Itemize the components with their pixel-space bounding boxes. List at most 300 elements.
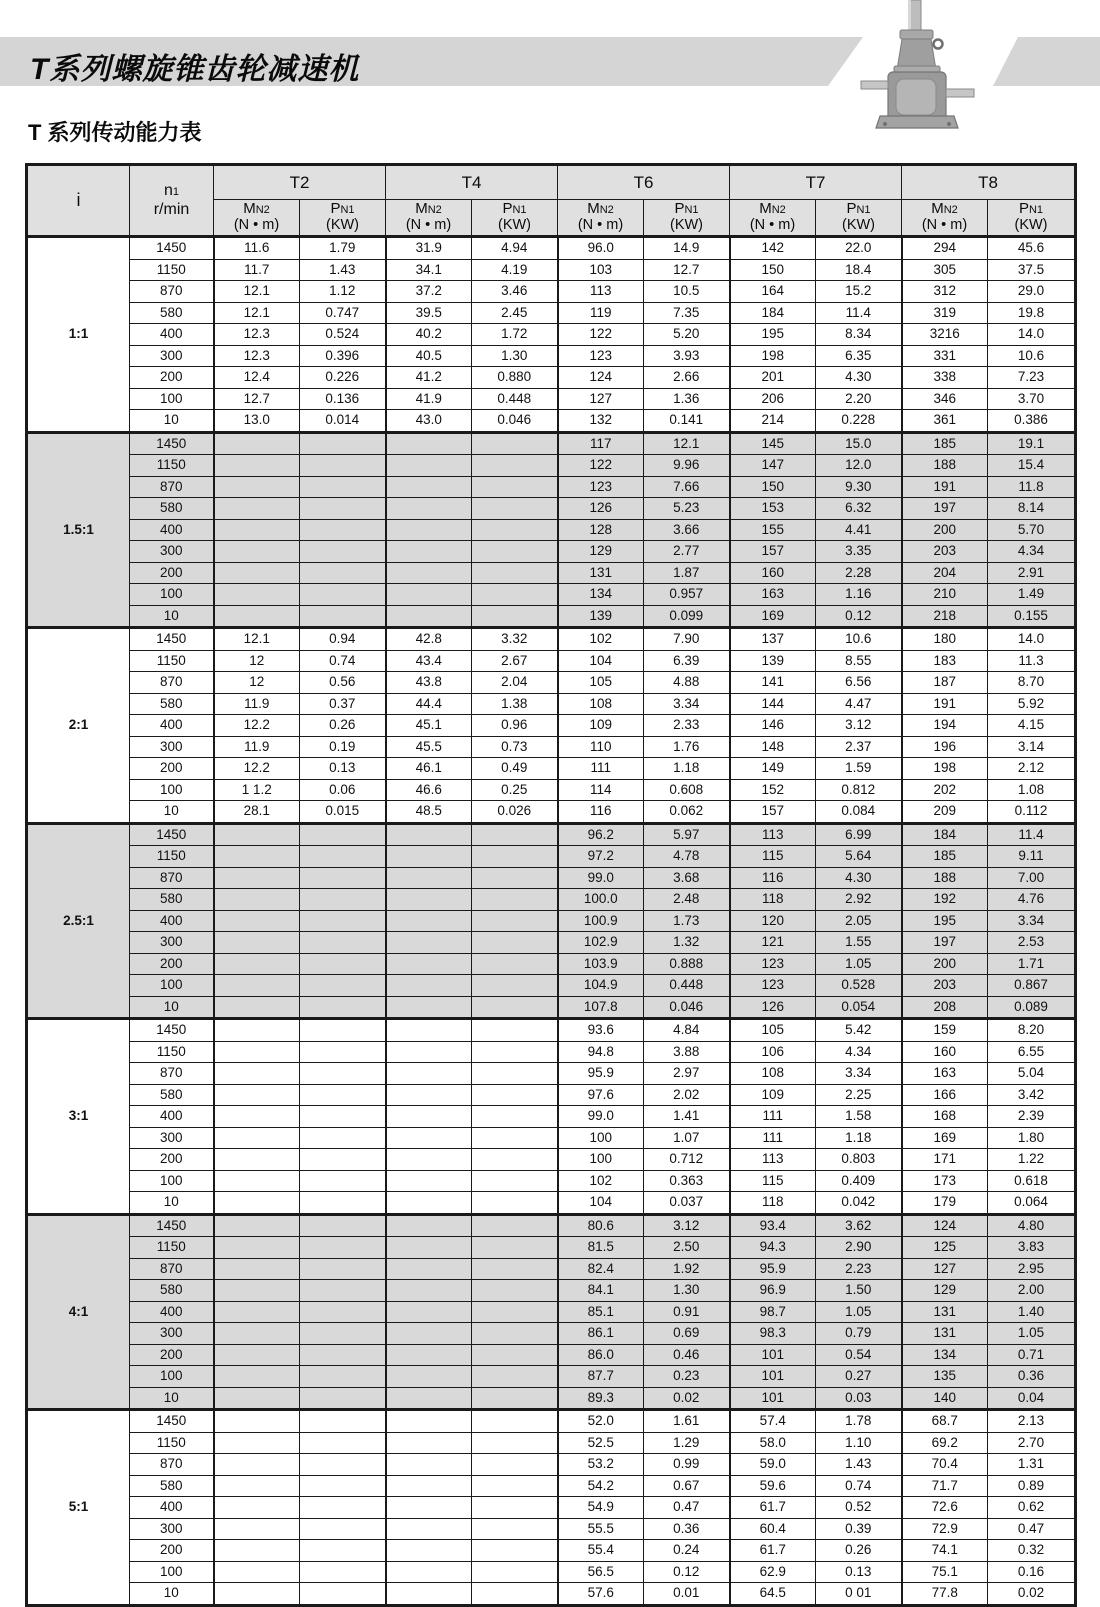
value-cell: 40.2 (386, 324, 472, 346)
value-cell (386, 1127, 472, 1149)
value-cell: 7.23 (988, 367, 1076, 389)
speed-cell: 10 (130, 1192, 214, 1215)
table-row (27, 736, 1076, 758)
value-cell: 0.046 (472, 410, 558, 433)
value-cell: 61.7 (730, 1540, 816, 1562)
table-row (27, 237, 1076, 260)
value-cell: 28.1 (214, 801, 300, 824)
value-cell: 126 (730, 996, 816, 1019)
value-cell: 1.50 (816, 1280, 902, 1302)
value-cell: 14.0 (988, 324, 1076, 346)
speed-cell: 10 (130, 801, 214, 824)
mn2-header-t6: MN2 (N • m) (558, 200, 644, 237)
value-cell: 70.4 (902, 1454, 988, 1476)
value-cell: 0.528 (816, 975, 902, 997)
value-cell: 4.78 (644, 846, 730, 868)
table-row (27, 975, 1076, 997)
value-cell (214, 910, 300, 932)
value-cell: 2.23 (816, 1258, 902, 1280)
value-cell: 81.5 (558, 1237, 644, 1259)
value-cell: 5.64 (816, 846, 902, 868)
table-row (27, 910, 1076, 932)
value-cell: 1.05 (988, 1323, 1076, 1345)
value-cell: 5.97 (644, 823, 730, 846)
value-cell (214, 1019, 300, 1042)
value-cell (472, 1258, 558, 1280)
value-cell (472, 1214, 558, 1237)
value-cell: 0.99 (644, 1454, 730, 1476)
value-cell (472, 1063, 558, 1085)
value-cell: 99.0 (558, 1106, 644, 1128)
table-row (27, 1432, 1076, 1454)
speed-cell: 10 (130, 1583, 214, 1606)
value-cell: 1.59 (816, 758, 902, 780)
table-row (27, 1366, 1076, 1388)
value-cell: 104.9 (558, 975, 644, 997)
value-cell (386, 1454, 472, 1476)
value-cell: 104 (558, 1192, 644, 1215)
value-cell (300, 1323, 386, 1345)
value-cell: 12.1 (214, 628, 300, 651)
value-cell (300, 889, 386, 911)
table-row (27, 410, 1076, 433)
value-cell: 113 (558, 281, 644, 303)
value-cell (300, 846, 386, 868)
value-cell (300, 455, 386, 477)
speed-cell: 870 (130, 672, 214, 694)
value-cell: 0.02 (988, 1583, 1076, 1606)
table-row (27, 846, 1076, 868)
value-cell (386, 562, 472, 584)
value-cell: 7.90 (644, 628, 730, 651)
value-cell: 208 (902, 996, 988, 1019)
value-cell: 10.6 (816, 628, 902, 651)
table-row (27, 650, 1076, 672)
value-cell: 0.52 (816, 1497, 902, 1519)
value-cell (300, 432, 386, 455)
table-row (27, 628, 1076, 651)
value-cell: 6.99 (816, 823, 902, 846)
value-cell: 139 (730, 650, 816, 672)
value-cell: 0.141 (644, 410, 730, 433)
value-cell: 11.4 (988, 823, 1076, 846)
value-cell (214, 1454, 300, 1476)
value-cell: 3.93 (644, 345, 730, 367)
table-row (27, 1518, 1076, 1540)
value-cell: 31.9 (386, 237, 472, 260)
value-cell (386, 432, 472, 455)
value-cell: 2.39 (988, 1106, 1076, 1128)
value-cell: 12.1 (644, 432, 730, 455)
value-cell: 0.12 (816, 605, 902, 628)
speed-cell: 10 (130, 605, 214, 628)
value-cell: 163 (902, 1063, 988, 1085)
value-cell: 3.46 (472, 281, 558, 303)
value-cell: 106 (730, 1041, 816, 1063)
value-cell: 142 (730, 237, 816, 260)
value-cell (300, 1237, 386, 1259)
value-cell: 118 (730, 1192, 816, 1215)
value-cell: 11.7 (214, 259, 300, 281)
value-cell (300, 584, 386, 606)
value-cell: 2.70 (988, 1432, 1076, 1454)
value-cell: 100.9 (558, 910, 644, 932)
value-cell (214, 1475, 300, 1497)
value-cell (472, 432, 558, 455)
value-cell (386, 823, 472, 846)
value-cell: 1.87 (644, 562, 730, 584)
pn1-header-t7: PN1 (KW) (816, 200, 902, 237)
value-cell: 201 (730, 367, 816, 389)
value-cell (472, 541, 558, 563)
value-cell: 15.4 (988, 455, 1076, 477)
table-row (27, 1454, 1076, 1476)
value-cell: 0.867 (988, 975, 1076, 997)
n1-column-header: n1 r/min (130, 165, 214, 237)
value-cell (386, 1106, 472, 1128)
value-cell (386, 1410, 472, 1433)
speed-cell: 300 (130, 1323, 214, 1345)
speed-cell: 100 (130, 1170, 214, 1192)
value-cell: 0.37 (300, 693, 386, 715)
value-cell (300, 1454, 386, 1476)
value-cell: 191 (902, 693, 988, 715)
table-row (27, 1280, 1076, 1302)
value-cell: 10.5 (644, 281, 730, 303)
value-cell (386, 846, 472, 868)
value-cell: 0.94 (300, 628, 386, 651)
value-cell: 0.155 (988, 605, 1076, 628)
value-cell: 0.037 (644, 1192, 730, 1215)
table-row (27, 953, 1076, 975)
value-cell: 46.6 (386, 779, 472, 801)
value-cell: 102 (558, 628, 644, 651)
value-cell: 9.30 (816, 476, 902, 498)
value-cell: 0.026 (472, 801, 558, 824)
mn2-header-t2: MN2 (N • m) (214, 200, 300, 237)
value-cell (214, 823, 300, 846)
value-cell (214, 1149, 300, 1171)
value-cell: 160 (902, 1041, 988, 1063)
value-cell: 29.0 (988, 281, 1076, 303)
value-cell (386, 1561, 472, 1583)
value-cell: 126 (558, 498, 644, 520)
value-cell: 140 (902, 1387, 988, 1410)
value-cell: 119 (558, 302, 644, 324)
speed-cell: 100 (130, 975, 214, 997)
value-cell: 14.0 (988, 628, 1076, 651)
value-cell: 12.1 (214, 302, 300, 324)
value-cell: 0.56 (300, 672, 386, 694)
value-cell (300, 498, 386, 520)
value-cell: 6.39 (644, 650, 730, 672)
value-cell: 203 (902, 975, 988, 997)
value-cell: 101 (730, 1387, 816, 1410)
value-cell: 0.47 (988, 1518, 1076, 1540)
value-cell (386, 1041, 472, 1063)
value-cell (300, 1518, 386, 1540)
value-cell: 72.6 (902, 1497, 988, 1519)
value-cell: 2.02 (644, 1084, 730, 1106)
speed-cell: 870 (130, 1454, 214, 1476)
speed-cell: 100 (130, 388, 214, 410)
value-cell: 4.88 (644, 672, 730, 694)
value-cell: 2.90 (816, 1237, 902, 1259)
value-cell: 0.803 (816, 1149, 902, 1171)
value-cell: 14.9 (644, 237, 730, 260)
table-row (27, 758, 1076, 780)
value-cell: 4.19 (472, 259, 558, 281)
value-cell: 0.62 (988, 1497, 1076, 1519)
speed-cell: 870 (130, 1063, 214, 1085)
value-cell: 0.409 (816, 1170, 902, 1192)
value-cell: 195 (902, 910, 988, 932)
value-cell: 0.89 (988, 1475, 1076, 1497)
value-cell: 1.72 (472, 324, 558, 346)
value-cell: 98.3 (730, 1323, 816, 1345)
value-cell: 0.91 (644, 1301, 730, 1323)
value-cell: 3.68 (644, 867, 730, 889)
value-cell (300, 1475, 386, 1497)
value-cell: 0.13 (816, 1561, 902, 1583)
value-cell (214, 1540, 300, 1562)
table-row (27, 1410, 1076, 1433)
value-cell (214, 1258, 300, 1280)
table-row (27, 388, 1076, 410)
value-cell: 46.1 (386, 758, 472, 780)
value-cell: 1.38 (472, 693, 558, 715)
speed-cell: 1150 (130, 1237, 214, 1259)
value-cell (386, 1497, 472, 1519)
value-cell: 4.76 (988, 889, 1076, 911)
value-cell: 0.04 (988, 1387, 1076, 1410)
value-cell (386, 1301, 472, 1323)
value-cell: 2.95 (988, 1258, 1076, 1280)
table-row (27, 324, 1076, 346)
value-cell: 82.4 (558, 1258, 644, 1280)
speed-cell: 400 (130, 1497, 214, 1519)
speed-cell: 100 (130, 1561, 214, 1583)
value-cell: 43.8 (386, 672, 472, 694)
value-cell: 59.6 (730, 1475, 816, 1497)
table-row (27, 823, 1076, 846)
value-cell: 108 (558, 693, 644, 715)
value-cell (214, 1280, 300, 1302)
value-cell: 1.43 (816, 1454, 902, 1476)
value-cell: 3.83 (988, 1237, 1076, 1259)
value-cell: 1.76 (644, 736, 730, 758)
value-cell (472, 1454, 558, 1476)
banner-title: T系列螺旋锥齿轮减速机 (30, 53, 360, 86)
value-cell (386, 1540, 472, 1562)
value-cell: 12.3 (214, 324, 300, 346)
value-cell: 1.73 (644, 910, 730, 932)
ratio-cell: 1:1 (27, 237, 130, 433)
value-cell: 0.099 (644, 605, 730, 628)
value-cell (472, 1041, 558, 1063)
table-row (27, 1019, 1076, 1042)
value-cell (472, 519, 558, 541)
speed-cell: 300 (130, 1127, 214, 1149)
value-cell (472, 1280, 558, 1302)
value-cell: 110 (558, 736, 644, 758)
value-cell: 2.45 (472, 302, 558, 324)
value-cell (300, 541, 386, 563)
value-cell: 115 (730, 846, 816, 868)
value-cell: 361 (902, 410, 988, 433)
value-cell: 7.00 (988, 867, 1076, 889)
value-cell: 34.1 (386, 259, 472, 281)
value-cell: 42.8 (386, 628, 472, 651)
value-cell: 185 (902, 846, 988, 868)
table-row (27, 779, 1076, 801)
value-cell: 202 (902, 779, 988, 801)
value-cell: 206 (730, 388, 816, 410)
value-cell: 294 (902, 237, 988, 260)
value-cell: 4.15 (988, 715, 1076, 737)
mn2-header-t4: MN2 (N • m) (386, 200, 472, 237)
value-cell: 0.12 (644, 1561, 730, 1583)
ratio-cell: 2.5:1 (27, 823, 130, 1019)
value-cell (386, 1019, 472, 1042)
value-cell (300, 1149, 386, 1171)
value-cell: 166 (902, 1084, 988, 1106)
value-cell: 12.7 (644, 259, 730, 281)
value-cell: 0.23 (644, 1366, 730, 1388)
ratio-cell: 2:1 (27, 628, 130, 824)
value-cell (300, 1387, 386, 1410)
value-cell: 108 (730, 1063, 816, 1085)
value-cell: 2.20 (816, 388, 902, 410)
pn1-header-t4: PN1 (KW) (472, 200, 558, 237)
value-cell (214, 1497, 300, 1519)
value-cell: 1.05 (816, 1301, 902, 1323)
value-cell (386, 1583, 472, 1606)
value-cell: 5.42 (816, 1019, 902, 1042)
value-cell: 3.34 (816, 1063, 902, 1085)
value-cell: 2.97 (644, 1063, 730, 1085)
value-cell: 87.7 (558, 1366, 644, 1388)
value-cell: 4.41 (816, 519, 902, 541)
value-cell: 5.20 (644, 324, 730, 346)
value-cell (386, 932, 472, 954)
value-cell: 121 (730, 932, 816, 954)
value-cell: 3.88 (644, 1041, 730, 1063)
value-cell: 124 (902, 1214, 988, 1237)
value-cell (214, 584, 300, 606)
value-cell (386, 476, 472, 498)
value-cell: 122 (558, 324, 644, 346)
value-cell (214, 953, 300, 975)
value-cell: 4.84 (644, 1019, 730, 1042)
value-cell (214, 1561, 300, 1583)
value-cell: 0.046 (644, 996, 730, 1019)
value-cell (386, 867, 472, 889)
value-cell: 137 (730, 628, 816, 651)
value-cell: 9.96 (644, 455, 730, 477)
speed-cell: 1150 (130, 455, 214, 477)
value-cell: 100 (558, 1149, 644, 1171)
value-cell: 55.4 (558, 1540, 644, 1562)
value-cell: 4.34 (988, 541, 1076, 563)
value-cell: 103 (558, 259, 644, 281)
value-cell (214, 541, 300, 563)
speed-cell: 200 (130, 1149, 214, 1171)
value-cell (300, 1170, 386, 1192)
value-cell: 0.396 (300, 345, 386, 367)
ratio-cell: 5:1 (27, 1410, 130, 1606)
value-cell (386, 1280, 472, 1302)
value-cell: 8.70 (988, 672, 1076, 694)
value-cell: 0.47 (644, 1497, 730, 1519)
value-cell (386, 1063, 472, 1085)
value-cell (214, 476, 300, 498)
speed-cell: 1450 (130, 1019, 214, 1042)
table-row (27, 1170, 1076, 1192)
value-cell (472, 996, 558, 1019)
value-cell: 139 (558, 605, 644, 628)
value-cell: 152 (730, 779, 816, 801)
value-cell: 1.43 (300, 259, 386, 281)
value-cell: 0.25 (472, 779, 558, 801)
speed-cell: 400 (130, 715, 214, 737)
value-cell (386, 996, 472, 1019)
value-cell: 0.06 (300, 779, 386, 801)
value-cell: 1.61 (644, 1410, 730, 1433)
value-cell: 1.41 (644, 1106, 730, 1128)
value-cell: 1.80 (988, 1127, 1076, 1149)
value-cell: 48.5 (386, 801, 472, 824)
value-cell: 0.136 (300, 388, 386, 410)
value-cell (472, 1301, 558, 1323)
speed-cell: 1450 (130, 628, 214, 651)
value-cell: 128 (558, 519, 644, 541)
value-cell: 0.363 (644, 1170, 730, 1192)
value-cell (214, 1041, 300, 1063)
speed-cell: 580 (130, 693, 214, 715)
table-row (27, 996, 1076, 1019)
table-row (27, 1106, 1076, 1128)
value-cell: 2.13 (988, 1410, 1076, 1433)
value-cell: 98.7 (730, 1301, 816, 1323)
speed-cell: 580 (130, 302, 214, 324)
value-cell: 129 (558, 541, 644, 563)
table-row (27, 1497, 1076, 1519)
value-cell: 0.062 (644, 801, 730, 824)
value-cell: 331 (902, 345, 988, 367)
value-cell: 0.812 (816, 779, 902, 801)
value-cell: 1.16 (816, 584, 902, 606)
value-cell: 64.5 (730, 1583, 816, 1606)
value-cell: 2.25 (816, 1084, 902, 1106)
value-cell: 131 (902, 1323, 988, 1345)
value-cell: 1.29 (644, 1432, 730, 1454)
speed-cell: 1450 (130, 432, 214, 455)
value-cell: 15.2 (816, 281, 902, 303)
value-cell (386, 1258, 472, 1280)
value-cell: 0.36 (988, 1366, 1076, 1388)
value-cell: 57.4 (730, 1410, 816, 1433)
value-cell: 150 (730, 259, 816, 281)
value-cell: 69.2 (902, 1432, 988, 1454)
value-cell: 12 (214, 650, 300, 672)
value-cell: 150 (730, 476, 816, 498)
value-cell: 1.92 (644, 1258, 730, 1280)
value-cell: 86.0 (558, 1344, 644, 1366)
value-cell (300, 519, 386, 541)
value-cell (386, 910, 472, 932)
speed-cell: 1450 (130, 237, 214, 260)
